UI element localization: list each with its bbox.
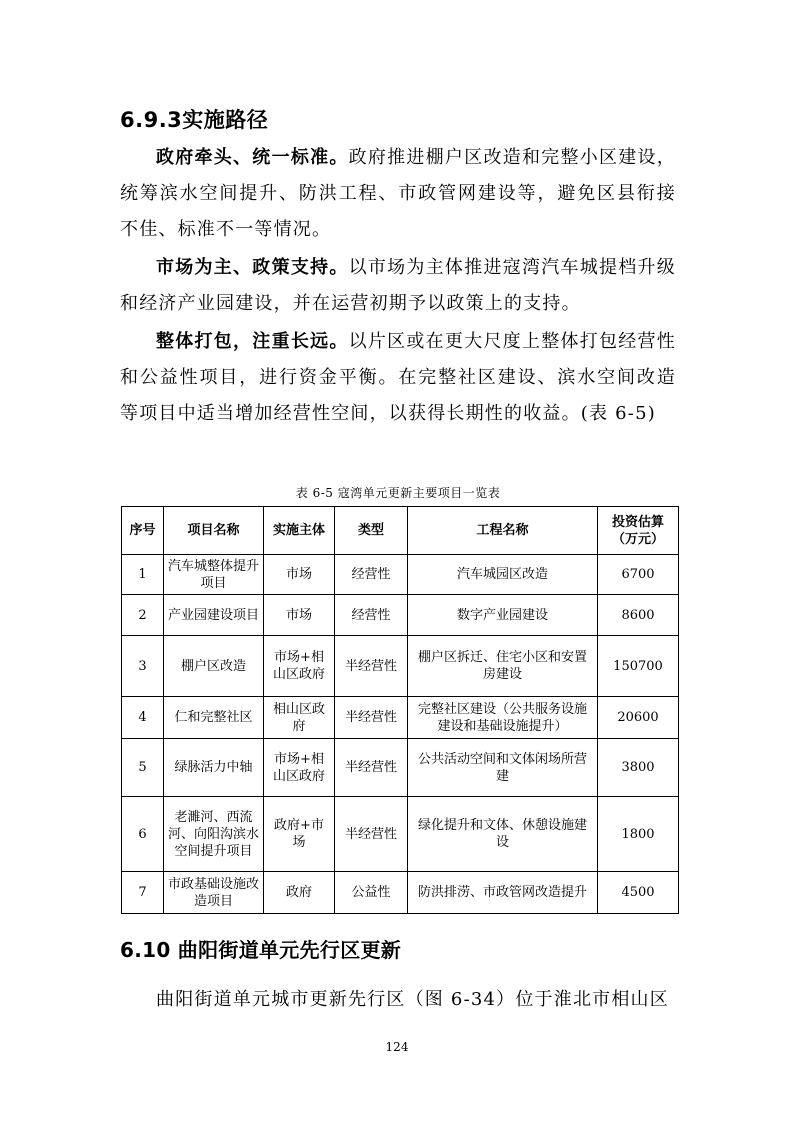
cell-investment: 1800 — [598, 797, 679, 872]
cell-project-name: 产业园建设项目 — [164, 595, 264, 636]
cell-investment: 6700 — [598, 555, 679, 595]
cell-project-name: 市政基础设施改造项目 — [164, 872, 264, 914]
cell-engineering-name: 公共活动空间和文体闲场所营建 — [408, 739, 598, 797]
cell-project-name: 老濉河、西流河、向阳沟滨水空间提升项目 — [164, 797, 264, 872]
header-investment: 投资估算（万元） — [598, 507, 679, 555]
cell-implementer: 政府+市场 — [264, 797, 335, 872]
paragraph-lead: 政府牵头、统一标准。 — [156, 147, 349, 168]
table-row — [122, 872, 679, 914]
cell-type: 半经营性 — [335, 797, 408, 872]
paragraph-lead: 整体打包，注重长远。 — [156, 331, 349, 352]
cell-index: 3 — [122, 636, 164, 697]
cell-investment: 4500 — [598, 872, 679, 914]
cell-engineering-name: 棚户区拆迁、住宅小区和安置房建设 — [408, 636, 598, 697]
cell-type: 半经营性 — [335, 697, 408, 739]
paragraph-market-led — [120, 250, 676, 322]
cell-implementer: 市场 — [264, 555, 335, 595]
next-section-paragraph: 曲阳街道单元城市更新先行区（图 6-34）位于淮北市相山区 — [156, 989, 669, 1010]
paragraph-text: 以市场为主体推进寇湾汽车城提档升级和经济产业园建设，并在运营初期予以政策上的支持。 — [120, 257, 677, 314]
cell-type: 经营性 — [335, 595, 408, 636]
cell-implementer: 政府 — [264, 872, 335, 914]
cell-engineering-name: 完整社区建设（公共服务设施建设和基础设施提升） — [408, 697, 598, 739]
cell-index: 4 — [122, 697, 164, 739]
table-row — [122, 697, 679, 739]
project-table — [121, 506, 679, 914]
paragraph-package — [120, 324, 676, 432]
cell-engineering-name: 防洪排涝、市政管网改造提升 — [408, 872, 598, 914]
table-row — [122, 739, 679, 797]
header-implementer: 实施主体 — [264, 507, 335, 555]
cell-implementer: 市场+相山区政府 — [264, 636, 335, 697]
next-section-heading: 6.10 曲阳街道单元先行区更新 — [120, 938, 402, 962]
cell-investment: 8600 — [598, 595, 679, 636]
cell-engineering-name: 数字产业园建设 — [408, 595, 598, 636]
header-engineering-name: 工程名称 — [408, 507, 598, 555]
cell-index: 5 — [122, 739, 164, 797]
cell-implementer: 市场 — [264, 595, 335, 636]
cell-engineering-name: 绿化提升和文体、休憩设施建设 — [408, 797, 598, 872]
paragraph-government-led — [120, 140, 676, 248]
cell-index: 6 — [122, 797, 164, 872]
cell-type: 公益性 — [335, 872, 408, 914]
cell-investment: 150700 — [598, 636, 679, 697]
cell-type: 经营性 — [335, 555, 408, 595]
cell-project-name: 棚户区改造 — [164, 636, 264, 697]
section-heading: 6.9.3实施路径 — [120, 108, 269, 132]
cell-project-name: 绿脉活力中轴 — [164, 739, 264, 797]
cell-engineering-name: 汽车城园区改造 — [408, 555, 598, 595]
cell-implementer: 市场+相山区政府 — [264, 739, 335, 797]
header-project-name: 项目名称 — [164, 507, 264, 555]
table-header-row — [122, 507, 679, 555]
cell-project-name: 仁和完整社区 — [164, 697, 264, 739]
cell-investment: 20600 — [598, 697, 679, 739]
cell-implementer: 相山区政府 — [264, 697, 335, 739]
cell-investment: 3800 — [598, 739, 679, 797]
cell-type: 半经营性 — [335, 636, 408, 697]
cell-index: 1 — [122, 555, 164, 595]
cell-type: 半经营性 — [335, 739, 408, 797]
header-index: 序号 — [122, 507, 164, 555]
table-row — [122, 636, 679, 697]
table-caption: 表 6-5 寇湾单元更新主要项目一览表 — [295, 486, 501, 500]
paragraph-lead: 市场为主、政策支持。 — [156, 257, 349, 278]
paragraph-text: 政府推进棚户区改造和完整小区建设，统筹滨水空间提升、防洪工程、市政管网建设等，避免区县衔接不佳、标准不一等情况。 — [120, 147, 677, 240]
cell-index: 7 — [122, 872, 164, 914]
table-row — [122, 797, 679, 872]
cell-index: 2 — [122, 595, 164, 636]
paragraph-text: 以片区或在更大尺度上整体打包经营性和公益性项目，进行资金平衡。在完整社区建设、滨水空间改造等项目中适当增加经营性空间，以获得长期性的收益。(表 6-5) — [120, 331, 677, 424]
table-row — [122, 555, 679, 595]
cell-project-name: 汽车城整体提升项目 — [164, 555, 264, 595]
page-number: 124 — [385, 1040, 409, 1054]
header-type: 类型 — [335, 507, 408, 555]
table-row — [122, 595, 679, 636]
